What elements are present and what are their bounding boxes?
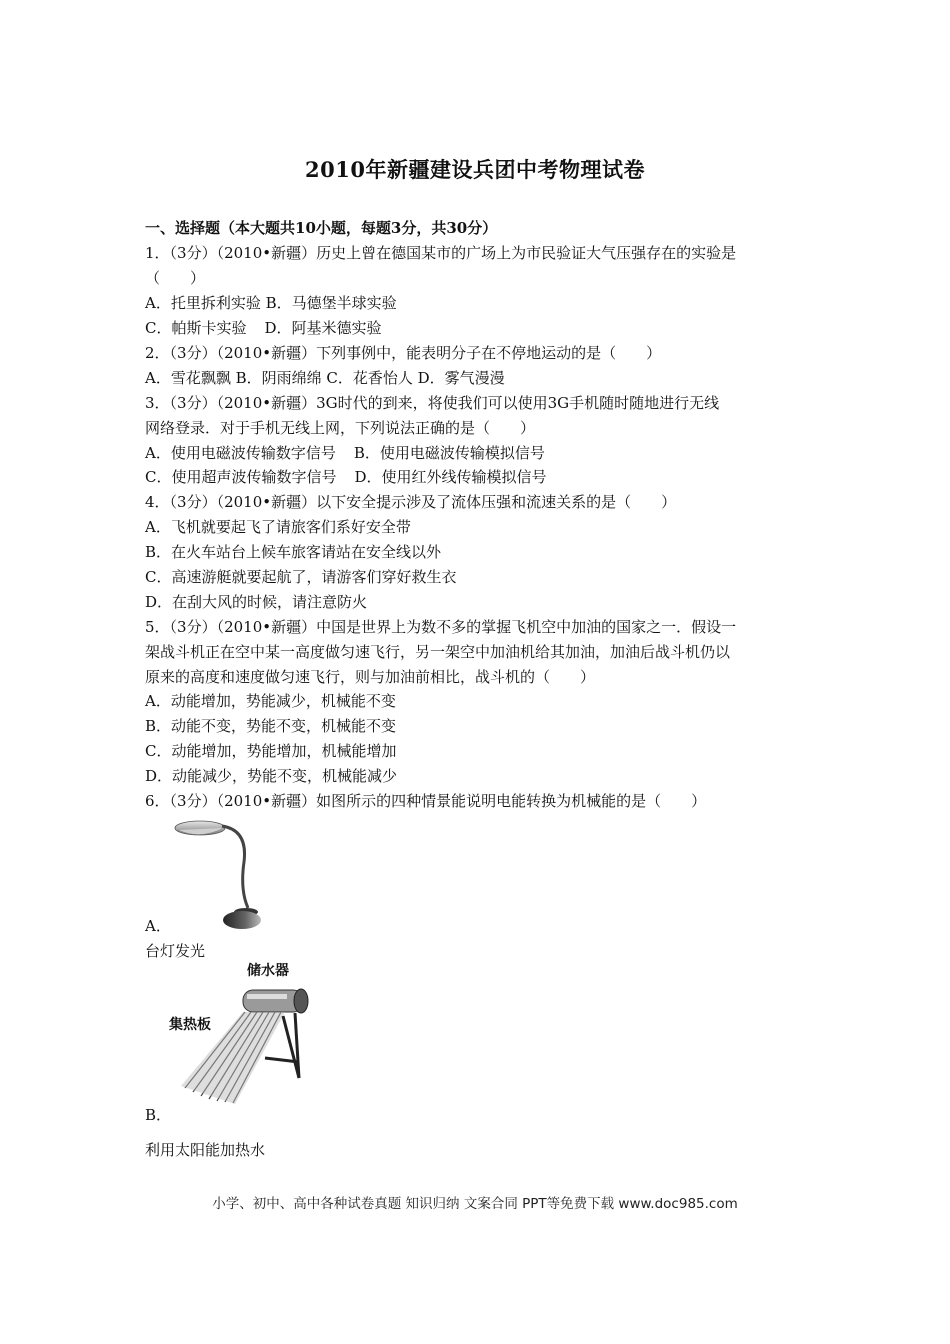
question-3-options-row1 — [145, 443, 545, 463]
tank-label: 储水器 — [247, 963, 289, 979]
question-5-option-b: B．动能不变，势能不变，机械能不变 — [145, 717, 397, 735]
question-6-stem: 6．（3分）（2010•新疆）如图所示的四种情景能说明电能转换为机械能的是（ ） — [145, 792, 707, 810]
option-d: D．使用红外线传输模拟信号 — [354, 468, 547, 486]
option-c: C．使用超声波传输数字信号 — [145, 468, 337, 486]
question-6-option-a-letter: A． — [145, 917, 171, 935]
question-3-options-row2 — [145, 467, 547, 487]
page-title: 2010年新疆建设兵团中考物理试卷 — [305, 157, 645, 182]
question-5-stem-cont1: 架战斗机正在空中某一高度做匀速飞行，另一架空中加油机给其加油，加油后战斗机仍以 — [145, 643, 731, 661]
question-3-stem: 3．（3分）（2010•新疆）3G时代的到来，将使我们可以使用3G手机随时随地进行无线 — [145, 394, 720, 412]
question-4-stem: 4．（3分）（2010•新疆）以下安全提示涉及了流体压强和流速关系的是（ ） — [145, 493, 677, 511]
question-1-blank: （ ） — [145, 269, 206, 287]
section-heading: 一、选择题（本大题共10小题，每题3分，共30分） — [145, 219, 498, 237]
option-a: A．托里拆利实验 — [145, 294, 261, 312]
question-6-option-b-letter: B． — [145, 1106, 172, 1124]
option-d: D．阿基米德实验 — [264, 319, 382, 337]
question-6-option-a-caption: 台灯发光 — [145, 942, 206, 960]
question-5-stem-cont2: 原来的高度和速度做匀速飞行，则与加油前相比，战斗机的（ ） — [145, 668, 596, 686]
option-c: C．帕斯卡实验 — [145, 319, 247, 337]
question-4-option-c: C．高速游艇就要起航了，请游客们穿好救生衣 — [145, 568, 457, 586]
option-b: B．使用电磁波传输模拟信号 — [353, 444, 545, 462]
panel-label: 集热板 — [169, 1017, 211, 1033]
question-4-option-d: D．在刮大风的时候，请注意防火 — [145, 593, 368, 611]
question-2-options: A．雪花飘飘 B．阴雨绵绵 C．花香怡人 D．雾气漫漫 — [145, 369, 505, 387]
option-b: B．马德堡半球实验 — [265, 294, 397, 312]
question-4-option-a: A．飞机就要起飞了请旅客们系好安全带 — [145, 518, 411, 536]
question-1-options-row1 — [145, 293, 397, 313]
page-footer: 小学、初中、高中各种试卷真题 知识归纳 文案合同 PPT等免费下载 www.doc985.com — [212, 1196, 738, 1212]
question-4-option-b: B．在火车站台上候车旅客请站在安全线以外 — [145, 543, 442, 561]
question-6-option-b-caption: 利用太阳能加热水 — [145, 1141, 266, 1159]
question-5-option-c: C．动能增加，势能增加，机械能增加 — [145, 742, 397, 760]
question-5-option-a: A．动能增加，势能减少，机械能不变 — [145, 692, 396, 710]
question-5-option-d: D．动能减少，势能不变，机械能减少 — [145, 767, 398, 785]
desk-lamp-icon — [170, 812, 270, 930]
solar-heater-image — [165, 958, 315, 1108]
question-1-options-row2 — [145, 318, 382, 338]
question-1-stem: 1．（3分）（2010•新疆）历史上曾在德国某市的广场上为市民验证大气压强存在的实验是 — [145, 244, 737, 262]
question-5-stem: 5．（3分）（2010•新疆）中国是世界上为数不多的掌握飞机空中加油的国家之一．假设一 — [145, 618, 737, 636]
desk-lamp-image — [170, 812, 270, 930]
question-3-stem-cont: 网络登录．对于手机无线上网，下列说法正确的是（ ） — [145, 419, 536, 437]
option-a: A．使用电磁波传输数字信号 — [145, 444, 336, 462]
question-2-stem: 2．（3分）（2010•新疆）下列事例中，能表明分子在不停地运动的是（ ） — [145, 344, 662, 362]
